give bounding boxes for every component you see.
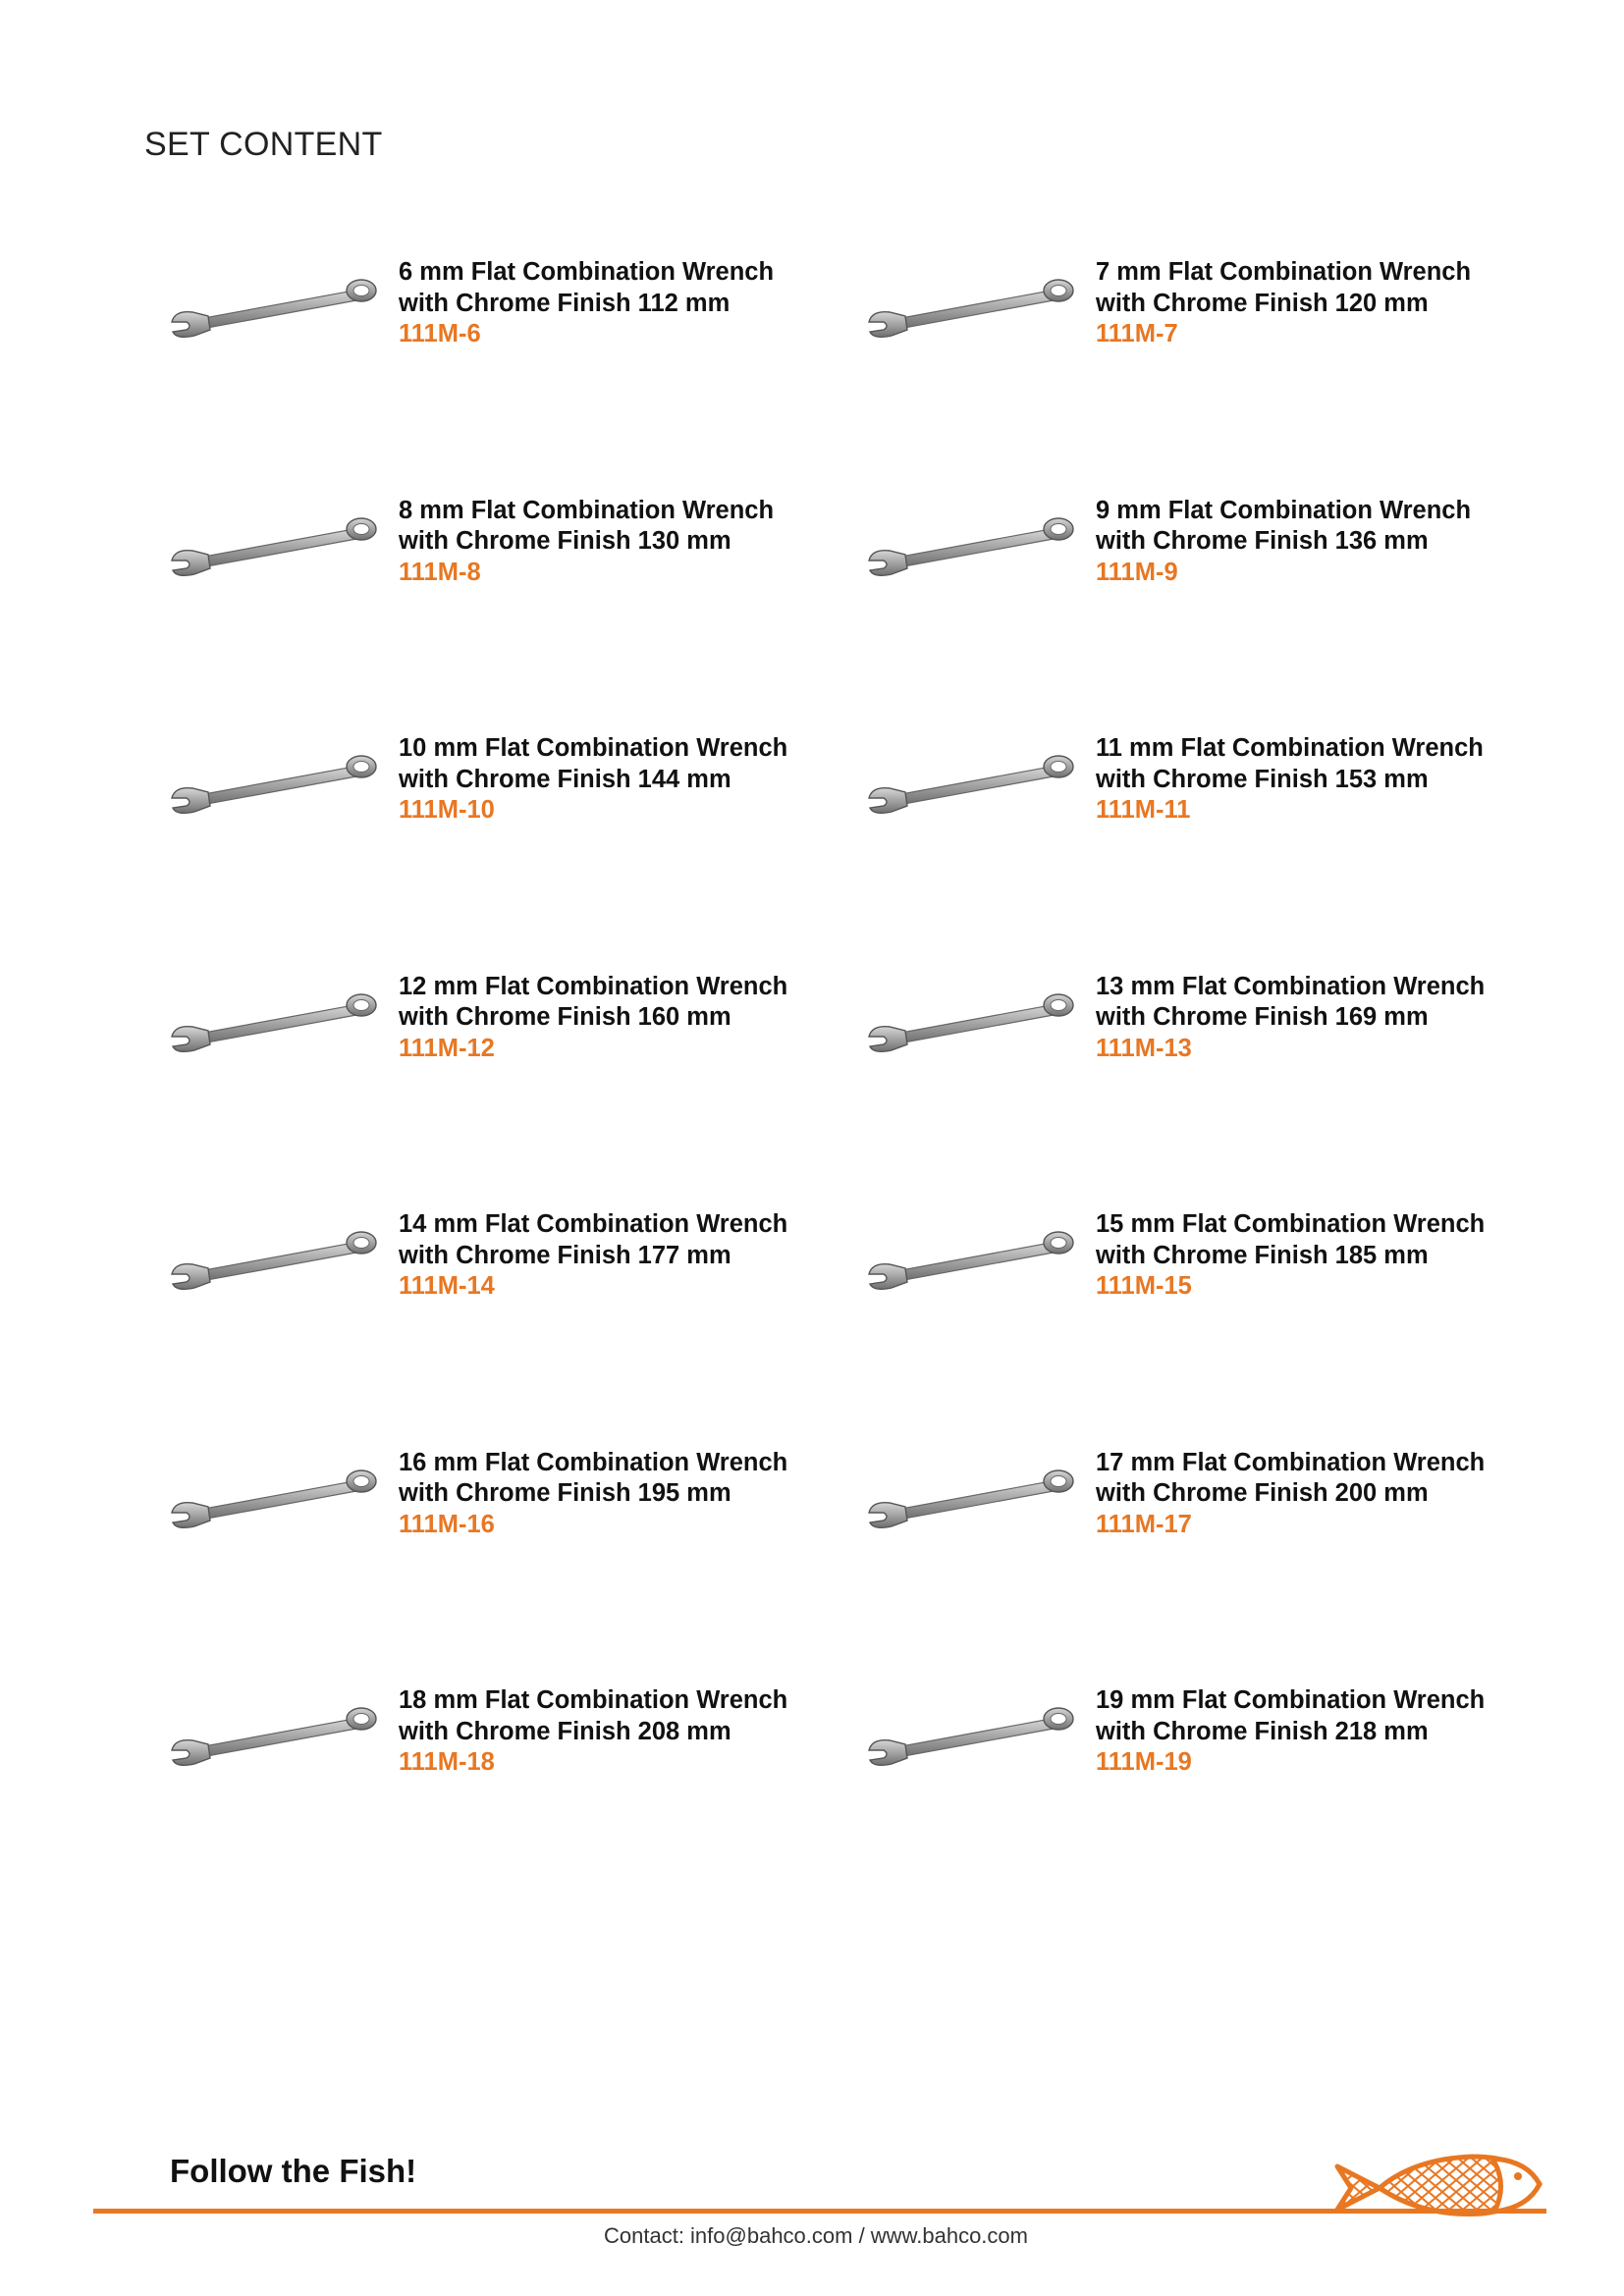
product-name: 11 mm Flat Combination Wrench [1096,734,1484,762]
product-name: 6 mm Flat Combination Wrench [399,258,775,286]
product-name: 14 mm Flat Combination Wrench [399,1210,788,1238]
product-item [157,1448,854,1686]
wrench-icon [864,1689,1080,1778]
product-spec: with Chrome Finish 144 mm [399,765,731,793]
section-title: SET CONTENT [144,126,383,163]
wrench-icon [864,976,1080,1064]
fish-logo-icon [1326,2145,1546,2233]
product-item [157,1685,854,1924]
product-code: 111M-7 [1096,320,1178,347]
product-spec: with Chrome Finish 200 mm [1096,1479,1429,1507]
product-name: 18 mm Flat Combination Wrench [399,1686,788,1714]
product-spec: with Chrome Finish 136 mm [1096,527,1429,555]
product-spec: with Chrome Finish 218 mm [1096,1717,1429,1745]
product-code: 111M-14 [399,1272,495,1300]
wrench-icon [167,1452,383,1540]
product-code: 111M-17 [1096,1510,1192,1538]
product-code: 111M-8 [399,558,481,586]
wrench-icon [167,1213,383,1302]
contact-info: Contact: info@bahco.com / www.bahco.com [604,2223,1028,2248]
wrench-icon [864,500,1080,588]
product-name: 7 mm Flat Combination Wrench [1096,258,1472,286]
product-text [399,1448,787,1541]
product-name: 13 mm Flat Combination Wrench [1096,972,1486,1000]
wrench-icon [864,261,1080,349]
product-code: 111M-11 [1096,796,1191,824]
product-name: 16 mm Flat Combination Wrench [399,1448,788,1476]
product-spec: with Chrome Finish 195 mm [399,1479,731,1507]
product-spec: with Chrome Finish 177 mm [399,1241,731,1269]
product-text [1096,972,1485,1065]
product-text [399,972,787,1065]
wrench-icon [167,737,383,826]
wrench-icon [864,1452,1080,1540]
product-text [1096,496,1471,589]
product-item [854,733,1551,972]
wrench-icon [864,737,1080,826]
product-code: 111M-12 [399,1034,495,1062]
product-spec: with Chrome Finish 112 mm [399,289,731,317]
product-name: 17 mm Flat Combination Wrench [1096,1448,1486,1476]
product-spec: with Chrome Finish 208 mm [399,1717,731,1745]
product-text [399,733,787,827]
product-text [399,1209,787,1303]
product-spec: with Chrome Finish 185 mm [1096,1241,1429,1269]
set-content-grid [157,257,1551,1924]
footer-slogan: Follow the Fish! [170,2153,417,2189]
product-text [1096,1448,1485,1541]
product-item [157,496,854,734]
wrench-icon [167,1689,383,1778]
product-item [157,972,854,1210]
product-code: 111M-10 [399,796,495,824]
wrench-icon [864,1213,1080,1302]
product-code: 111M-9 [1096,558,1178,586]
product-name: 8 mm Flat Combination Wrench [399,496,775,524]
product-spec: with Chrome Finish 160 mm [399,1003,731,1031]
product-text [1096,733,1484,827]
product-code: 111M-15 [1096,1272,1192,1300]
product-code: 111M-13 [1096,1034,1192,1062]
product-code: 111M-6 [399,320,481,347]
product-spec: with Chrome Finish 153 mm [1096,765,1429,793]
product-text [1096,1685,1485,1779]
product-name: 15 mm Flat Combination Wrench [1096,1210,1486,1238]
product-name: 12 mm Flat Combination Wrench [399,972,788,1000]
product-item [854,496,1551,734]
product-item [854,972,1551,1210]
product-spec: with Chrome Finish 130 mm [399,527,731,555]
product-text [1096,257,1471,350]
product-name: 19 mm Flat Combination Wrench [1096,1686,1486,1714]
product-text [399,496,774,589]
product-item [157,733,854,972]
wrench-icon [167,976,383,1064]
product-spec: with Chrome Finish 169 mm [1096,1003,1429,1031]
product-item [854,1685,1551,1924]
wrench-icon [167,261,383,349]
product-item [157,1209,854,1448]
product-code: 111M-16 [399,1510,495,1538]
product-item [854,257,1551,496]
product-item [157,257,854,496]
product-name: 9 mm Flat Combination Wrench [1096,496,1472,524]
product-item [854,1209,1551,1448]
product-text [399,257,774,350]
product-item [854,1448,1551,1686]
product-code: 111M-18 [399,1748,495,1776]
product-name: 10 mm Flat Combination Wrench [399,734,788,762]
product-text [399,1685,787,1779]
wrench-icon [167,500,383,588]
product-text [1096,1209,1485,1303]
product-spec: with Chrome Finish 120 mm [1096,289,1429,317]
product-code: 111M-19 [1096,1748,1192,1776]
